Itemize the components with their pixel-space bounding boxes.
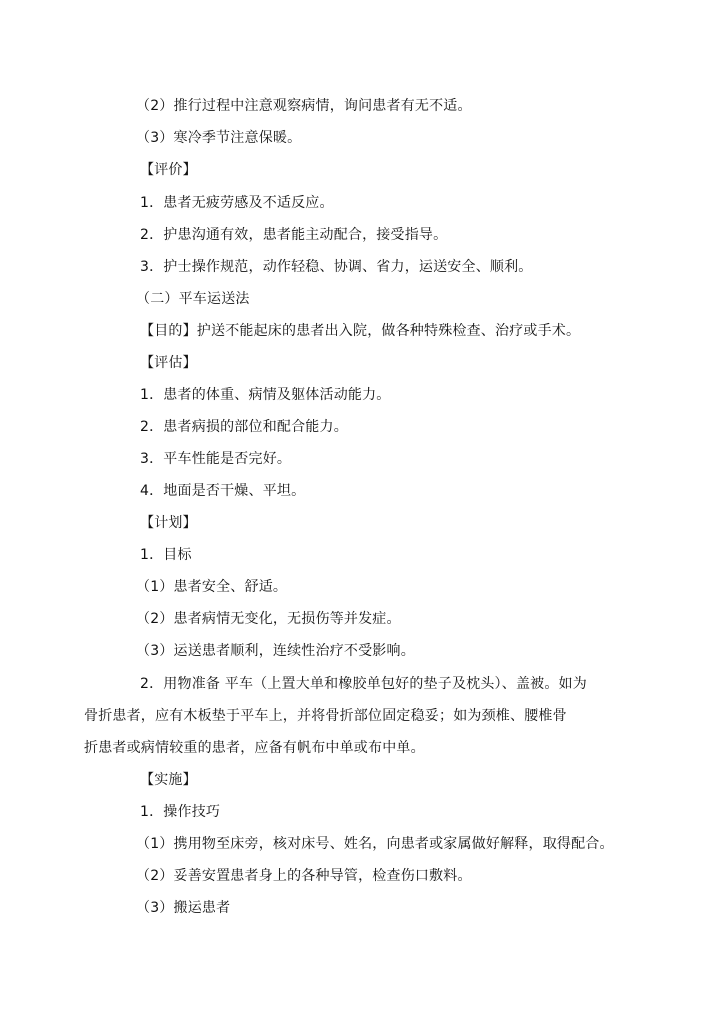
subsection-heading: （二）平车运送法 bbox=[136, 291, 250, 307]
text-line: （3）运送患者顺利，连续性治疗不受影响。 bbox=[136, 643, 415, 659]
section-heading: 【实施】 bbox=[140, 772, 197, 788]
text-line: 1．患者的体重、病情及躯体活动能力。 bbox=[140, 387, 391, 403]
text-line: （2）患者病情无变化，无损伤等并发症。 bbox=[136, 611, 401, 627]
text-line: 折患者或病情较重的患者，应备有帆布中单或布中单。 bbox=[84, 740, 425, 756]
text-line: 骨折患者，应有木板垫于平车上，并将骨折部位固定稳妥；如为颈椎、腰椎骨 bbox=[84, 708, 567, 724]
text-line: 4．地面是否干燥、平坦。 bbox=[140, 483, 306, 499]
text-line: （3）寒冷季节注意保暖。 bbox=[136, 130, 302, 146]
text-line: 3．平车性能是否完好。 bbox=[140, 451, 292, 467]
text-line: 【目的】护送不能起床的患者出入院，做各种特殊检查、治疗或手术。 bbox=[140, 323, 581, 339]
text-line: 1．患者无疲劳感及不适反应。 bbox=[140, 195, 334, 211]
section-heading: 【评价】 bbox=[140, 162, 197, 178]
text-line: 1．操作技巧 bbox=[140, 804, 221, 820]
text-line: 3．护士操作规范，动作轻稳、协调、省力，运送安全、顺利。 bbox=[140, 259, 533, 275]
text-line: 2．患者病损的部位和配合能力。 bbox=[140, 419, 348, 435]
text-line: 1．目标 bbox=[140, 547, 192, 563]
text-line: 2．用物准备 平车（上置大单和橡胶单包好的垫子及枕头）、盖被。如为 bbox=[140, 676, 587, 692]
text-line: 2．护患沟通有效，患者能主动配合，接受指导。 bbox=[140, 227, 448, 243]
text-line: （2）妥善安置患者身上的各种导管，检查伤口敷料。 bbox=[136, 868, 472, 884]
section-heading: 【计划】 bbox=[140, 515, 197, 531]
section-heading: 【评估】 bbox=[140, 355, 197, 371]
text-line: （1）患者安全、舒适。 bbox=[136, 579, 288, 595]
text-line: （3）搬运患者 bbox=[136, 900, 231, 916]
text-line: （2）推行过程中注意观察病情，询问患者有无不适。 bbox=[136, 98, 472, 114]
text-line: （1）携用物至床旁，核对床号、姓名，向患者或家属做好解释，取得配合。 bbox=[136, 836, 614, 852]
